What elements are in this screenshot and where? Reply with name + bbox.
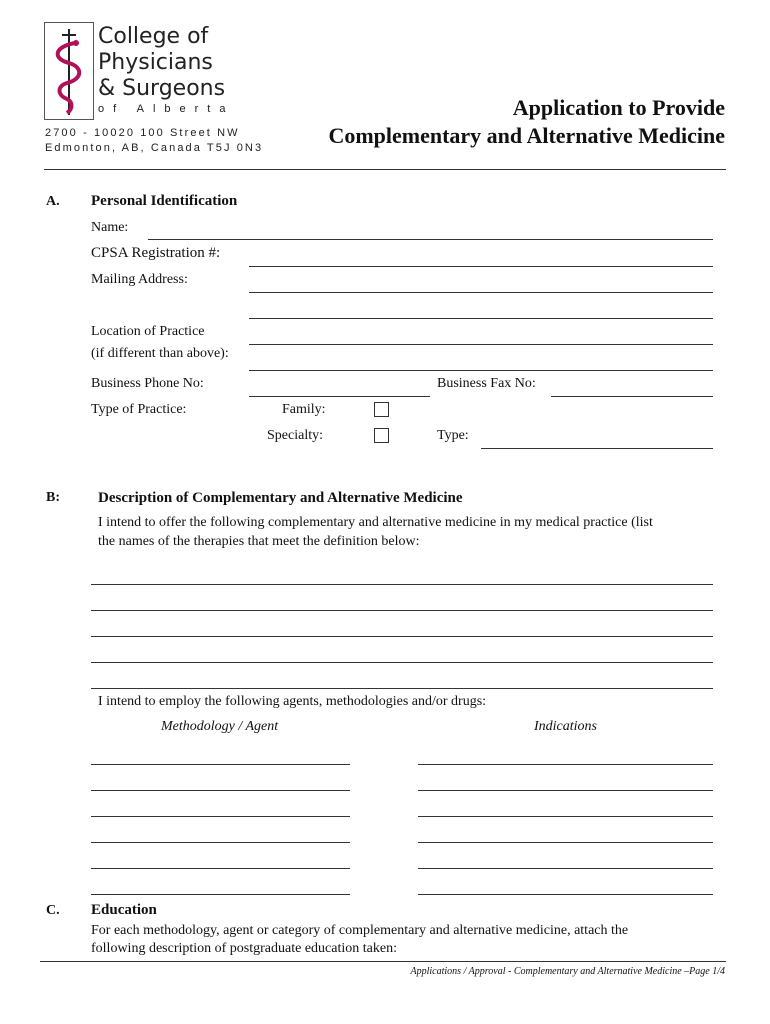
phone-label: Business Phone No: xyxy=(91,376,204,391)
section-b-heading: Description of Complementary and Alternative Medicine xyxy=(98,490,463,506)
indications-line-5[interactable] xyxy=(418,868,713,869)
indications-line-6[interactable] xyxy=(418,894,713,895)
specialty-checkbox[interactable] xyxy=(374,428,389,443)
section-a-letter: A. xyxy=(46,194,60,209)
logo-line-1: College of xyxy=(98,24,209,49)
therapy-line-3[interactable] xyxy=(91,636,713,637)
location-field-2[interactable] xyxy=(249,370,713,371)
indications-column-header: Indications xyxy=(534,719,597,734)
therapy-line-5[interactable] xyxy=(91,688,713,689)
type-field[interactable] xyxy=(481,448,713,449)
mailing-address-field-1[interactable] xyxy=(249,292,713,293)
fax-field[interactable] xyxy=(551,396,713,397)
family-checkbox[interactable] xyxy=(374,402,389,417)
methodology-line-4[interactable] xyxy=(91,842,350,843)
name-label: Name: xyxy=(91,220,129,235)
methodology-line-2[interactable] xyxy=(91,790,350,791)
section-b-intro-2: the names of the therapies that meet the definition below: xyxy=(98,534,420,549)
family-label: Family: xyxy=(282,402,326,417)
fax-label: Business Fax No: xyxy=(437,376,536,391)
page-title-line-2: Complementary and Alternative Medicine xyxy=(328,123,725,148)
name-field[interactable] xyxy=(148,239,713,240)
header-divider xyxy=(44,169,726,170)
therapy-line-4[interactable] xyxy=(91,662,713,663)
phone-field[interactable] xyxy=(249,396,430,397)
registration-label: CPSA Registration #: xyxy=(91,245,221,261)
methodology-column-header: Methodology / Agent xyxy=(161,719,279,734)
section-a-heading: Personal Identification xyxy=(91,193,238,209)
caduceus-icon xyxy=(45,23,93,119)
therapy-line-1[interactable] xyxy=(91,584,713,585)
page-title-line-1: Application to Provide xyxy=(512,95,725,120)
section-b-letter: B: xyxy=(46,490,60,505)
location-field-1[interactable] xyxy=(249,344,713,345)
section-c-text-1: For each methodology, agent or category of complementary and alternative medicine, attach the xyxy=(91,923,629,938)
indications-line-3[interactable] xyxy=(418,816,713,817)
address-line-1: 2700 - 10020 100 Street NW xyxy=(45,127,240,139)
logo-line-2: Physicians xyxy=(98,50,213,75)
logo-line-4: of Alberta xyxy=(98,103,235,115)
section-c-heading: Education xyxy=(91,902,157,918)
address-line-2: Edmonton, AB, Canada T5J 0N3 xyxy=(45,142,264,154)
indications-line-4[interactable] xyxy=(418,842,713,843)
location-label-2: (if different than above): xyxy=(91,346,229,361)
methodology-line-3[interactable] xyxy=(91,816,350,817)
methodology-line-1[interactable] xyxy=(91,764,350,765)
page-footer: Applications / Approval - Complementary and Alternative Medicine –Page 1/4 xyxy=(410,966,725,977)
section-b-intro-1: I intend to offer the following complementary and alternative medicine in my medical practice (list xyxy=(98,515,653,530)
logo-line-3: & Surgeons xyxy=(98,76,226,101)
practice-type-label: Type of Practice: xyxy=(91,402,187,417)
methodology-line-6[interactable] xyxy=(91,894,350,895)
footer-divider xyxy=(40,961,726,962)
section-c-text-2: following description of postgraduate education taken: xyxy=(91,941,397,956)
logo-frame xyxy=(44,22,94,120)
registration-field[interactable] xyxy=(249,266,713,267)
type-label: Type: xyxy=(437,428,469,443)
methodology-line-5[interactable] xyxy=(91,868,350,869)
indications-line-1[interactable] xyxy=(418,764,713,765)
specialty-label: Specialty: xyxy=(267,428,323,443)
location-label-1: Location of Practice xyxy=(91,324,205,339)
indications-line-2[interactable] xyxy=(418,790,713,791)
mailing-address-field-2[interactable] xyxy=(249,318,713,319)
therapy-line-2[interactable] xyxy=(91,610,713,611)
agents-intro: I intend to employ the following agents, methodologies and/or drugs: xyxy=(98,694,487,709)
mailing-address-label: Mailing Address: xyxy=(91,272,188,287)
section-c-letter: C. xyxy=(46,903,60,918)
